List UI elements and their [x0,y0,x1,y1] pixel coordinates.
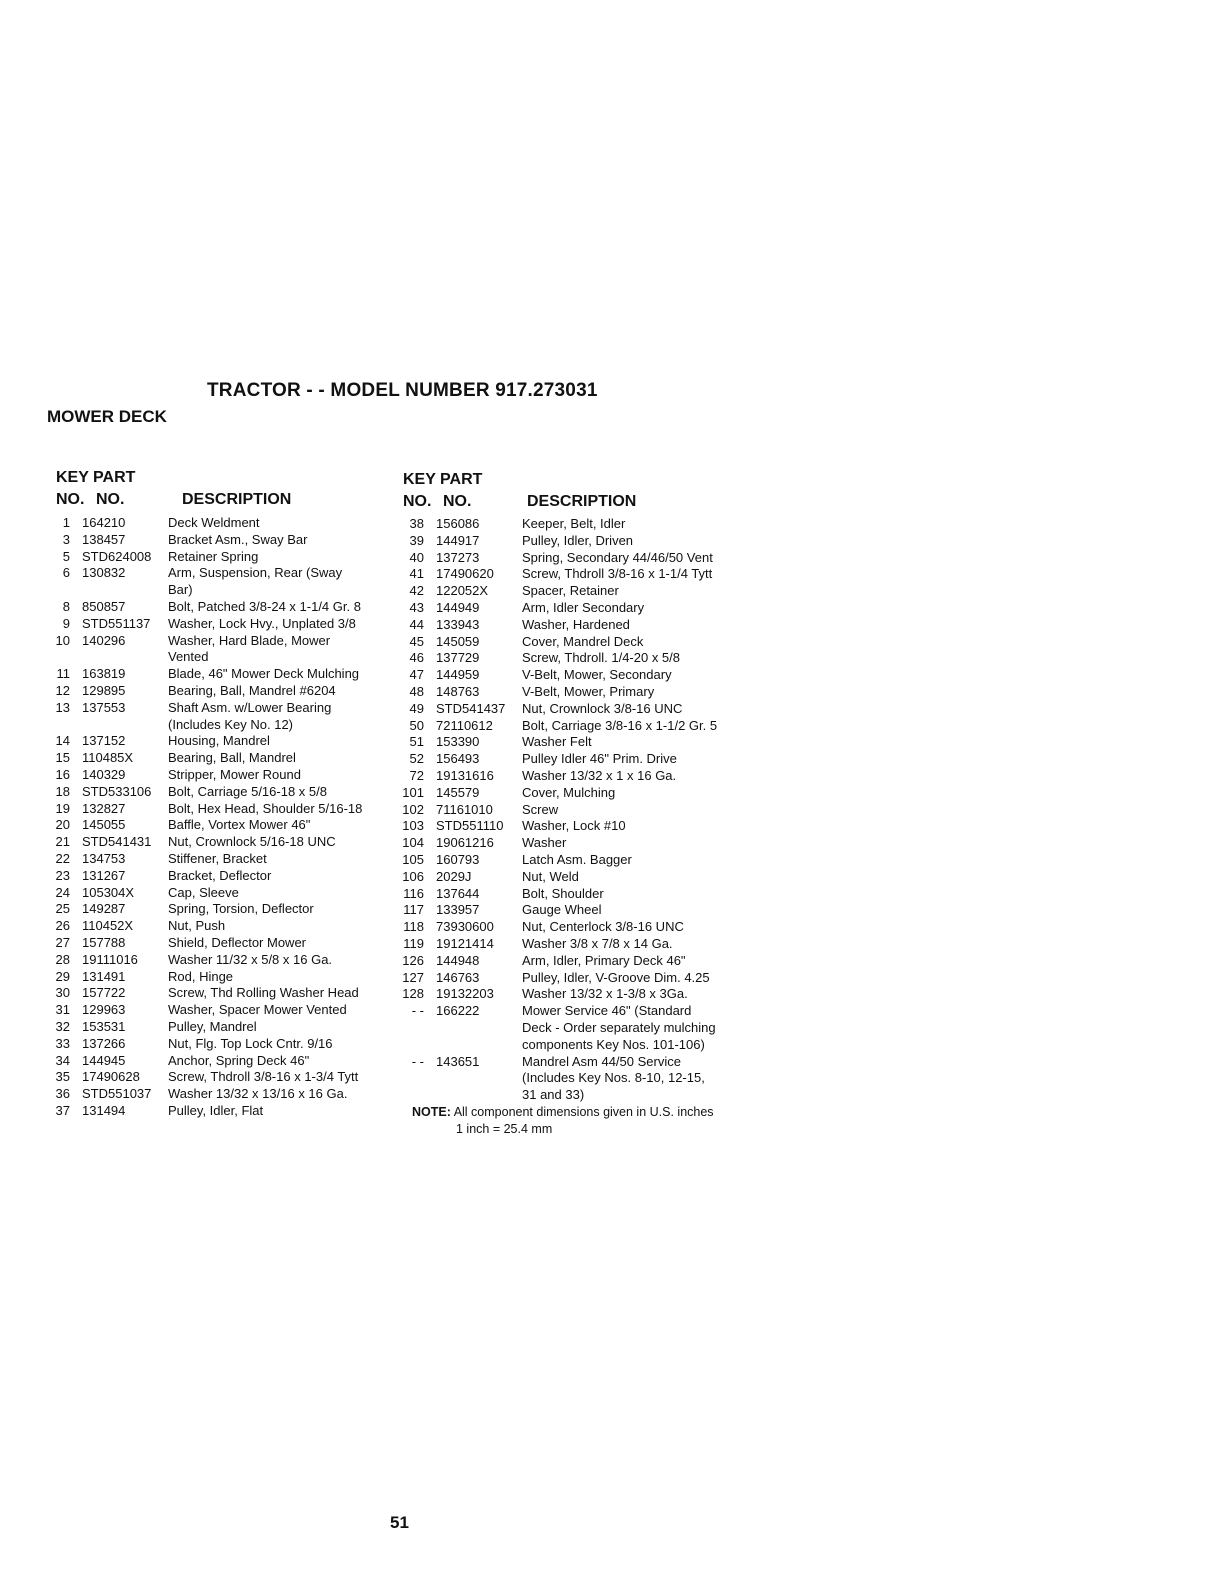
table-row [400,1054,745,1104]
part-description: Nut, Push [168,918,226,934]
table-row [46,868,386,885]
key-number: 103 [402,818,424,834]
left-column-header [56,468,386,512]
part-description: Latch Asm. Bagger [522,851,632,867]
part-description: Screw, Thdroll 3/8-16 x 1-3/4 Tytt [168,1069,359,1085]
table-row [46,1103,386,1120]
key-number: 34 [55,1052,70,1068]
table-row [400,600,745,617]
part-number: 153390 [436,734,480,750]
key-number: 36 [55,1086,70,1102]
part-description: Stiffener, Bracket [168,850,267,866]
table-row [46,985,386,1002]
part-number: 157722 [82,985,126,1001]
key-number: 44 [409,616,424,632]
key-number: 126 [402,952,424,968]
table-row [46,918,386,935]
table-row [400,886,745,903]
part-description: Bolt, Hex Head, Shoulder 5/16-18 [168,800,363,816]
part-description: V-Belt, Mower, Primary [522,683,655,699]
part-number: 19061216 [436,835,494,851]
part-description: Gauge Wheel [522,902,602,918]
part-number: 145055 [82,817,126,833]
table-row [400,902,745,919]
table-row [46,733,386,750]
part-number: 153531 [82,1018,126,1034]
part-number: 137266 [82,1035,126,1051]
part-description: Rod, Hinge [168,968,234,984]
part-description: Pulley Idler 46" Prim. Drive [522,751,677,767]
part-description: Washer 13/32 x 1 x 16 Ga. [522,767,677,783]
table-row [46,851,386,868]
key-number: 128 [402,986,424,1002]
part-description: Bolt, Shoulder [522,885,604,901]
part-number: 132827 [82,800,126,816]
page-number: 51 [390,1513,409,1532]
part-number: 131267 [82,867,126,883]
part-number: 163819 [82,666,126,682]
part-number: 122052X [436,583,489,599]
key-number: 18 [55,783,70,799]
key-number: 38 [409,516,424,531]
part-number: 129963 [82,1002,126,1018]
part-description: Pulley, Idler, V-Groove Dim. 4.25 [522,969,710,985]
key-number: 6 [62,565,70,581]
table-row [400,734,745,751]
key-number: 127 [402,969,424,985]
part-description: Screw, Thd Rolling Washer Head [168,985,359,1001]
key-number: 11 [56,666,70,682]
table-row [46,633,386,667]
part-description: Washer, Lock Hvy., Unplated 3/8 [168,615,356,631]
key-number: 35 [55,1069,70,1085]
part-description: Screw, Thdroll. 1/4-20 x 5/8 [522,650,681,666]
key-number: 15 [55,750,70,766]
key-number: 48 [409,683,424,699]
key-number: 43 [409,599,424,615]
table-row [46,700,386,734]
key-number: 8 [62,598,70,614]
table-row [400,583,745,600]
table-row [46,1053,386,1070]
table-row [400,785,745,802]
part-number: 19121414 [436,935,494,951]
part-number: 850857 [82,598,126,614]
part-number: 137273 [436,549,480,565]
part-description: Screw, Thdroll 3/8-16 x 1-1/4 Tytt [522,566,713,582]
table-row [400,718,745,735]
table-row [46,817,386,834]
part-number: 105304X [82,884,135,900]
table-row [400,802,745,819]
key-number: 23 [55,867,70,883]
key-number: 119 [403,935,424,951]
table-row [400,835,745,852]
table-row [46,801,386,818]
part-description: Baffle, Vortex Mower 46" [168,817,311,833]
part-number: 156086 [436,516,480,531]
part-number: 17490628 [82,1069,140,1085]
part-description: Washer, Spacer Mower Vented [168,1002,347,1018]
part-number: 140329 [82,766,126,782]
key-number: 12 [55,682,70,698]
part-number: 157788 [82,934,126,950]
table-row [46,834,386,851]
part-description: V-Belt, Mower, Secondary [522,667,672,683]
key-number: 21 [55,834,70,850]
table-row [46,767,386,784]
key-number: 19 [55,800,70,816]
table-row [46,616,386,633]
table-row [46,1019,386,1036]
table-row [400,701,745,718]
key-number: 13 [55,699,70,715]
part-number: 129895 [82,682,126,698]
key-number: 52 [409,751,424,767]
part-number: 72110612 [436,717,493,733]
key-number: 24 [55,884,70,900]
key-number: 37 [55,1102,70,1118]
part-description: Washer Felt [522,734,592,750]
table-row [400,869,745,886]
table-row [46,565,386,599]
table-row [46,666,386,683]
table-row [400,684,745,701]
part-description: Bracket, Deflector [168,867,272,883]
key-number: 41 [409,566,424,582]
part-number: STD624008 [82,548,152,564]
part-description: Anchor, Spring Deck 46" [168,1052,310,1068]
table-row [46,599,386,616]
part-number: 148763 [436,683,480,699]
part-description: Cover, Mandrel Deck [522,633,644,649]
part-number: 2029J [436,868,472,884]
part-description: Pulley, Mandrel [168,1018,257,1034]
part-description: Pulley, Idler, Driven [522,532,634,548]
key-number: 118 [403,919,424,935]
key-number: 9 [62,615,70,631]
part-number: 143651 [436,1053,480,1069]
part-description: Spring, Secondary 44/46/50 Vent [522,549,713,565]
key-number: 40 [409,549,424,565]
part-description: Stripper, Mower Round [168,766,301,782]
key-number: 25 [55,901,70,917]
part-description: Arm, Idler Secondary [522,599,645,615]
part-number: 145579 [436,784,480,800]
table-row [400,650,745,667]
table-row [46,515,386,532]
part-description: Shaft Asm. w/Lower Bearing (Includes Key No. 12) [168,699,332,732]
table-row [46,935,386,952]
table-row [46,1069,386,1086]
key-number: 30 [55,985,70,1001]
part-number: 149287 [82,901,126,917]
part-description: Washer 13/32 x 13/16 x 16 Ga. [168,1086,348,1102]
part-description: Nut, Centerlock 3/8-16 UNC [522,919,684,935]
part-description: Deck Weldment [168,515,260,530]
part-number: 144917 [436,532,480,548]
table-row [400,617,745,634]
key-number: 101 [402,784,424,800]
left-parts-list [46,515,386,1120]
key-number: 106 [402,868,424,884]
key-number: 42 [409,583,424,599]
key-number: 50 [409,717,424,733]
table-row [46,885,386,902]
part-description: Cover, Mulching [522,784,616,800]
table-row [46,969,386,986]
key-number: 49 [409,700,424,716]
table-row [400,550,745,567]
part-number: 73930600 [436,919,494,935]
key-number: 29 [55,968,70,984]
key-number: 33 [55,1035,70,1051]
part-number: 131494 [82,1102,126,1118]
part-description: Shield, Deflector Mower [168,934,306,950]
part-no-label: NO. [96,491,125,508]
table-row [400,970,745,987]
part-description: Nut, Weld [522,868,579,884]
part-number: STD551037 [82,1086,152,1102]
part-description: Retainer Spring [168,548,259,564]
key-number: 3 [62,531,70,547]
table-row [400,516,745,533]
table-row [46,952,386,969]
part-description: Spacer, Retainer [522,583,619,599]
table-row [400,667,745,684]
table-row [400,818,745,835]
table-row [46,1036,386,1053]
table-row [400,919,745,936]
part-description: Mower Service 46" (Standard Deck - Order separately mulching components Key Nos. 101-106) [522,1003,716,1052]
table-row [46,1002,386,1019]
key-number: 105 [402,851,424,867]
part-number: 137152 [82,733,126,749]
part-number: 137644 [436,885,480,901]
part-number: 144948 [436,952,480,968]
part-description: Arm, Suspension, Rear (Sway Bar) [168,565,343,598]
part-number: 145059 [436,633,480,649]
key-number: 51 [409,734,424,750]
part-number: 160793 [436,851,480,867]
part-description: Washer, Lock #10 [522,818,626,834]
table-row [46,901,386,918]
key-number: 10 [55,632,70,648]
part-number: 137553 [82,699,126,715]
part-number: 144945 [82,1052,126,1068]
key-number: 116 [403,885,424,901]
part-description: Bolt, Carriage 3/8-16 x 1-1/2 Gr. 5 [522,717,718,733]
part-number: 133957 [436,902,480,918]
key-number: 14 [55,733,70,749]
key-number: 32 [55,1018,70,1034]
part-description: Pulley, Idler, Flat [168,1102,264,1118]
key-number: 39 [409,532,424,548]
part-number: 134753 [82,850,126,866]
part-description: Washer, Hardened [522,616,630,632]
part-description: Keeper, Belt, Idler [522,516,626,531]
part-number: STD533106 [82,783,152,799]
part-description: Housing, Mandrel [168,733,270,749]
table-row [400,751,745,768]
key-number: - - [411,1053,424,1069]
part-number: 166222 [436,1003,480,1019]
part-number: STD541437 [436,700,506,716]
part-description: Spring, Torsion, Deflector [168,901,314,917]
table-row [400,634,745,651]
part-description: Screw [522,801,559,817]
part-description: Bracket Asm., Sway Bar [168,531,308,547]
key-number: 47 [409,667,424,683]
key-number: 1 [62,515,70,530]
table-row [400,566,745,583]
key-number: 104 [402,835,424,851]
part-description: Cap, Sleeve [168,884,239,900]
part-number: STD551110 [436,818,504,834]
section-heading: MOWER DECK [47,407,167,426]
part-number: 110452X [82,918,134,934]
part-number: 19132203 [436,986,494,1002]
part-number: 164210 [82,515,126,530]
part-number: STD551137 [82,615,151,631]
table-row [46,784,386,801]
part-description: Bearing, Ball, Mandrel #6204 [168,682,336,698]
part-description: Bolt, Patched 3/8-24 x 1-1/4 Gr. 8 [168,598,361,614]
right-column-header [403,470,733,514]
part-number: 71161010 [436,801,493,817]
part-description: Bearing, Ball, Mandrel [168,750,296,766]
key-number: - - [411,1003,424,1019]
part-number: 130832 [82,565,126,581]
part-number: 138457 [82,531,126,547]
description-label: DESCRIPTION [182,491,292,508]
part-number: 140296 [82,632,126,648]
part-description: Washer 11/32 x 5/8 x 16 Ga. [168,951,333,967]
key-number: 27 [55,934,70,950]
part-description: Blade, 46" Mower Deck Mulching [168,666,360,682]
key-part-label: KEY PART [56,469,136,486]
key-number: 26 [55,918,70,934]
table-row [46,549,386,566]
part-description: Arm, Idler, Primary Deck 46" [522,952,686,968]
key-number: 22 [55,850,70,866]
part-number: 131491 [82,968,126,984]
note-line-1: All component dimensions given in U.S. inches [453,1105,714,1119]
table-row [46,532,386,549]
key-number: 5 [62,548,70,564]
key-number: 20 [55,817,70,833]
part-description: Mandrel Asm 44/50 Service (Includes Key Nos. 8-10, 12-15, 31 and 33) [522,1053,705,1103]
part-number: 146763 [436,969,480,985]
dimension-note [412,1104,714,1138]
key-number: 16 [55,766,70,782]
page-title: TRACTOR - - MODEL NUMBER 917.273031 [207,380,598,401]
table-row [400,1003,745,1053]
table-row [46,683,386,700]
part-description: Washer, Hard Blade, Mower Vented [168,632,331,665]
table-row [400,936,745,953]
part-number: 110485X [82,750,134,766]
key-number: 28 [55,951,70,967]
key-number: 45 [409,633,424,649]
table-row [400,852,745,869]
key-number: 46 [409,650,424,666]
part-description: Nut, Crownlock 5/16-18 UNC [168,834,336,850]
table-row [46,750,386,767]
part-number: 19111016 [82,951,138,967]
part-number: 144949 [436,599,480,615]
part-number: 133943 [436,616,480,632]
key-number: 31 [55,1002,70,1018]
table-row [400,768,745,785]
part-description: Washer 13/32 x 1-3/8 x 3Ga. [522,986,688,1002]
part-description: Nut, Crownlock 3/8-16 UNC [522,700,683,716]
key-no-label: NO. [403,493,432,510]
table-row [400,533,745,550]
key-part-label: KEY PART [403,471,483,488]
part-description: Washer 3/8 x 7/8 x 14 Ga. [522,935,673,951]
part-description: Bolt, Carriage 5/16-18 x 5/8 [168,783,327,799]
right-parts-list [400,516,745,1104]
key-no-label: NO. [56,491,85,508]
key-number: 72 [409,767,424,783]
part-number: 156493 [436,751,480,767]
part-description: Washer [522,835,567,851]
table-row [400,953,745,970]
part-number: STD541431 [82,834,152,850]
part-number: 137729 [436,650,480,666]
part-number: 17490620 [436,566,494,582]
part-number: 19131616 [436,767,494,783]
key-number: 117 [403,902,424,918]
description-label: DESCRIPTION [527,493,637,510]
table-row [400,986,745,1003]
part-number: 144959 [436,667,480,683]
part-description: Nut, Flg. Top Lock Cntr. 9/16 [168,1035,333,1051]
key-number: 102 [402,801,424,817]
table-row [46,1086,386,1103]
note-label: NOTE: [412,1105,451,1119]
note-line-2: 1 inch = 25.4 mm [456,1122,553,1136]
part-no-label: NO. [443,493,472,510]
